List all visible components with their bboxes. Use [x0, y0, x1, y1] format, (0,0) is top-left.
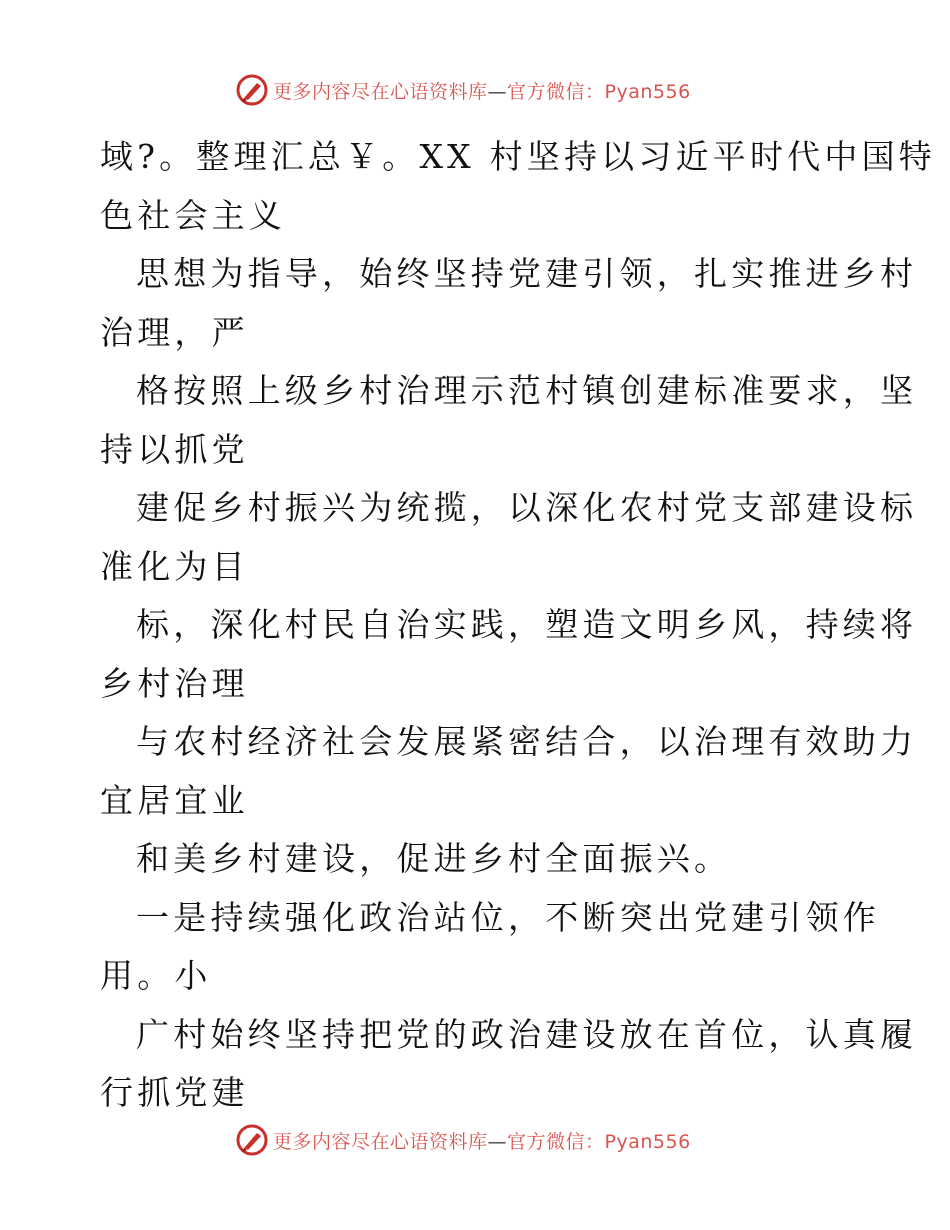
footer-banner-text: [273, 1127, 691, 1154]
body-line: 准化为目: [100, 546, 249, 586]
header-banner-dash: —: [487, 80, 508, 103]
body-line: 建促乡村振兴为统揽，以深化农村党支部建设标: [136, 488, 918, 527]
footer-banner: [235, 1120, 715, 1160]
body-line: 与农村经济社会发展紧密结合，以治理有效助力: [136, 722, 918, 761]
pen-logo-icon: [235, 1123, 269, 1157]
pen-logo-icon: [235, 73, 269, 107]
footer-banner-dash: —: [487, 1130, 508, 1153]
header-banner-main: 更多内容尽在心语资料库: [273, 80, 488, 103]
body-line: 广村始终坚持把党的政治建设放在首位，认真履: [136, 1014, 918, 1054]
body-line: 乡村治理: [100, 663, 249, 703]
body-line: 思想为指导，始终坚持党建引领，扎实推进乡村: [136, 254, 918, 293]
header-banner-wechat: 官方微信：Pyan556: [507, 80, 691, 103]
body-line: 一是持续强化政治站位，不断突出党建引领作: [136, 897, 880, 937]
document-body: [100, 128, 936, 1123]
body-line: 用。小: [100, 956, 212, 995]
body-line: 治理，严: [100, 312, 249, 352]
header-banner-text: [273, 77, 691, 104]
body-line: 宜居宜业: [100, 780, 249, 820]
body-line: 持以抓党: [100, 429, 249, 469]
body-line: 行抓党建: [100, 1073, 249, 1112]
body-line: 标，深化村民自治实践，塑造文明乡风，持续将: [136, 605, 918, 644]
header-banner: [235, 70, 715, 110]
footer-banner-main: 更多内容尽在心语资料库: [273, 1130, 488, 1153]
body-line: 域?。整理汇总￥。XX 村坚持以习近平时代中国特: [100, 137, 936, 176]
body-line: 色社会主义: [100, 195, 286, 235]
footer-banner-wechat: 官方微信：Pyan556: [507, 1130, 691, 1153]
body-line: 和美乡村建设，促进乡村全面振兴。: [136, 839, 732, 878]
body-line: 格按照上级乡村治理示范村镇创建标准要求，坚: [136, 371, 918, 410]
